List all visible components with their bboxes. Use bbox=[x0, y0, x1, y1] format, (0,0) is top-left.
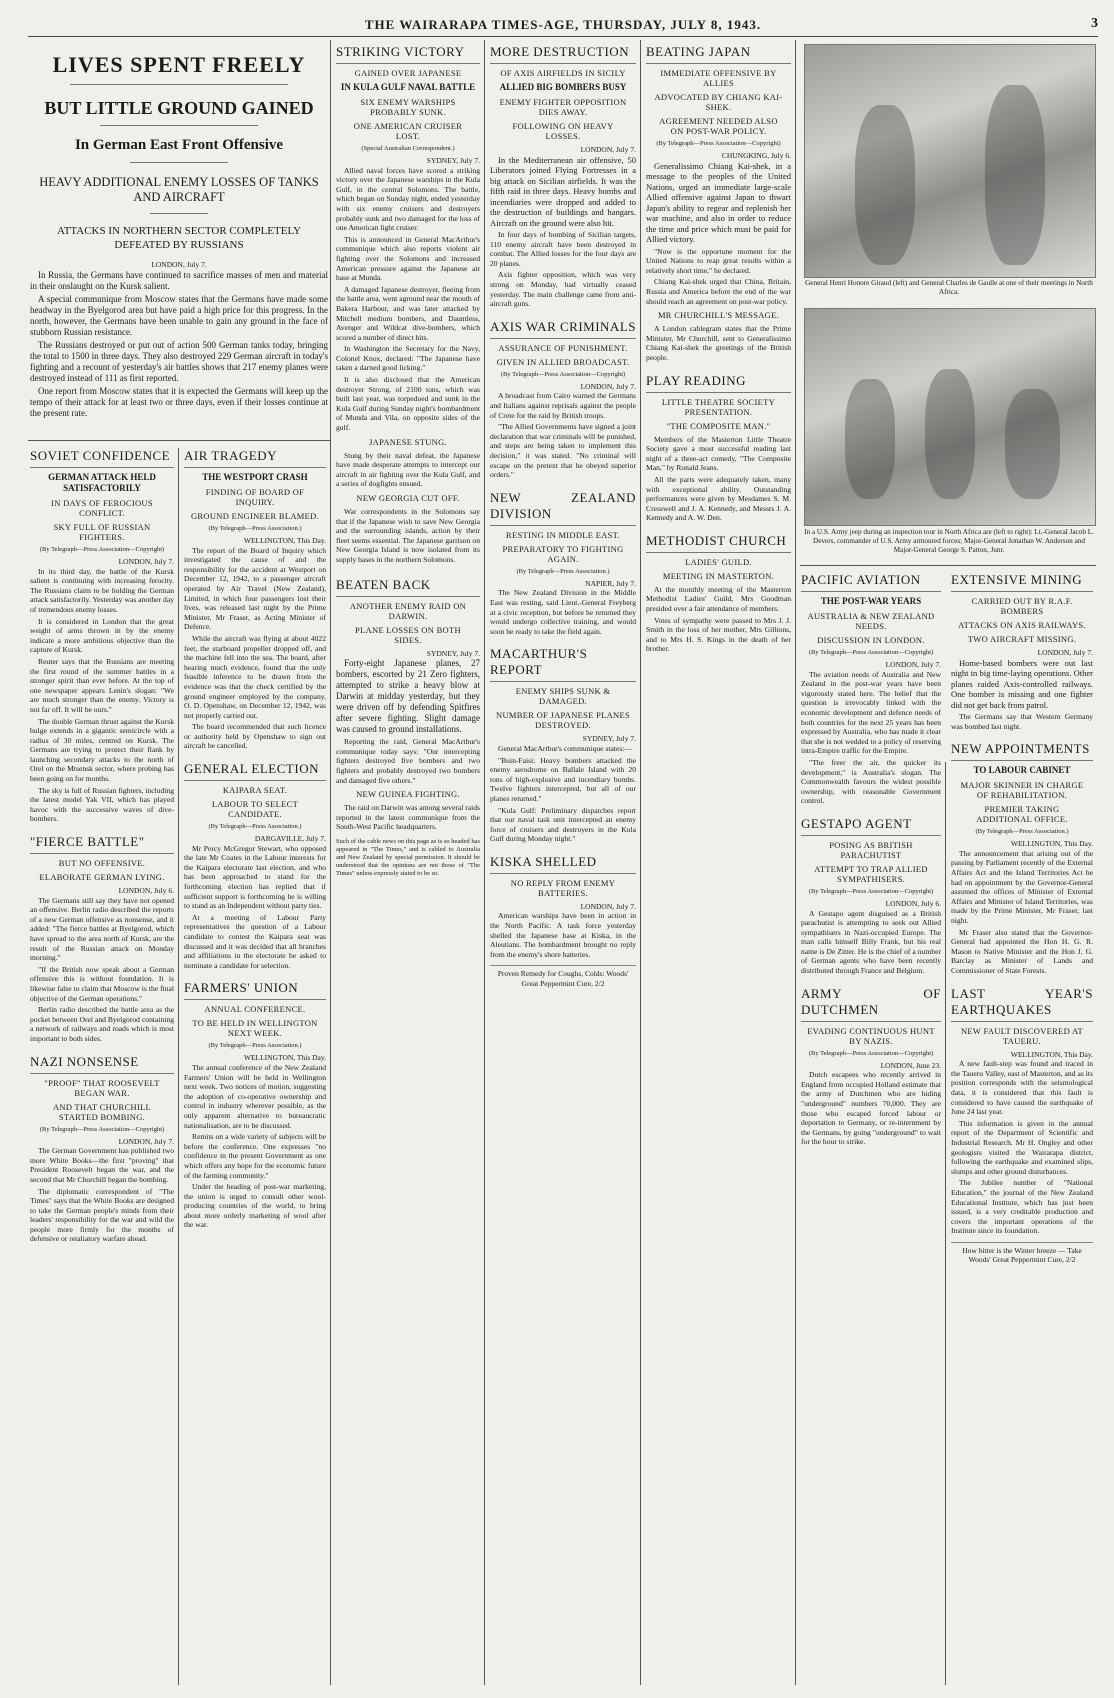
paragraph: "The Allied Governments have signed a joint declaration that war criminals will be punished, and steps are being taken to implement this decision," it was stated. "No criminal will escape on the pretext that he obeyed superior orders." bbox=[490, 422, 636, 480]
dateline: WELLINGTON, This Day. bbox=[243, 1053, 326, 1063]
article-subheading: NEW GUINEA FIGHTING. bbox=[356, 789, 460, 800]
article-subheading: JAPANESE STUNG. bbox=[369, 436, 447, 447]
article-subheading: RESTING IN MIDDLE EAST. bbox=[506, 529, 620, 540]
lead-deck: In German East Front Offensive bbox=[74, 137, 284, 153]
paragraph: At a meeting of Labour Party representatives the question of a Labour candidate to contest the Kaipara seat was discussed and it was decided that all branches and affiliations in the electorate be asked to nominate a candidate for selection. bbox=[184, 912, 326, 970]
credit: (By Telegraph—Press Association.) bbox=[208, 1042, 302, 1050]
article-heading: KISKA SHELLED bbox=[490, 854, 636, 874]
dateline: LONDON, July 6. bbox=[118, 886, 174, 896]
credit: (By Telegraph—Press Association—Copyright) bbox=[808, 1049, 934, 1057]
dateline: LONDON, July 7. bbox=[580, 901, 636, 911]
photo-jeep bbox=[804, 308, 1096, 526]
dateline: NAPIER, July 7. bbox=[585, 578, 636, 588]
column-rule bbox=[330, 40, 331, 1685]
article-subheading: CARRIED OUT BY R.A.F. BOMBERS bbox=[971, 596, 1073, 616]
article-heading: LAST YEAR'S EARTHQUAKES bbox=[951, 986, 1093, 1022]
photo-caption: In a U.S. Army jeep during an inspection tour in North Africa are (left to right): Lt.-General Jacob L. Devers, commander of U.S. Army armoured forces; Major-General Jonathan W. Anderson and Major-General George S. Patton, Junr. bbox=[804, 528, 1094, 554]
article-subheading: "THE COMPOSITE MAN." bbox=[666, 420, 771, 431]
paragraph: It is also disclosed that the American destroyer Strong, of 2100 tons, which was built last year, was torpedoed and sunk in the Kula Gulf during Sunday night's bombardment of Munda and Vila, on opposite sides of the gulf. bbox=[336, 375, 480, 433]
paragraph: General MacArthur's communique states:— bbox=[498, 743, 633, 753]
article-subheading: ALLIED BIG BOMBERS BUSY bbox=[499, 82, 627, 92]
dateline: SYDNEY, July 7. bbox=[426, 156, 480, 165]
article-subheading: NEW GEORGIA CUT OFF. bbox=[356, 493, 460, 503]
lead-deck-2: HEAVY ADDITIONAL ENEMY LOSSES OF TANKS AND AIRCRAFT bbox=[39, 175, 319, 204]
photo-caption: General Henri Honore Giraud (left) and General Charles de Gaulle at one of their meetings in North Africa. bbox=[805, 279, 1093, 296]
lead-article bbox=[30, 48, 328, 436]
column-6 bbox=[801, 572, 941, 1680]
paragraph: This information is given in the annual report of the Department of Scientific and Industrial Research. Mr H. Ongley and other geologists visited the Wairarapa district, following the earthquake and examined slips, slumps and other ground disturbances. bbox=[951, 1118, 1093, 1176]
credit: (By Telegraph—Press Association—Copyright) bbox=[39, 1125, 165, 1133]
article-heading: GENERAL ELECTION bbox=[184, 761, 326, 781]
article-subheading: IN KULA GULF NAVAL BATTLE bbox=[340, 82, 476, 92]
article-subheading: FOLLOWING ON HEAVY LOSSES. bbox=[512, 121, 614, 141]
article-heading: MORE DESTRUCTION bbox=[490, 44, 636, 64]
paragraph: Home-based bombers were out last night in big time-laying operations. Other planes raided Axis-controlled railways. One bomber is missing and one fighter did not get back from patrol. bbox=[951, 657, 1093, 710]
article-heading: BEATEN BACK bbox=[336, 577, 480, 597]
article-subheading: IMMEDIATE OFFENSIVE BY ALLIES bbox=[660, 68, 777, 88]
article-heading: EXTENSIVE MINING bbox=[951, 572, 1093, 592]
section-rule bbox=[800, 565, 1096, 566]
article-subheading: ATTACKS ON AXIS RAILWAYS. bbox=[958, 620, 1086, 630]
dateline: LONDON, July 7. bbox=[118, 557, 174, 566]
dateline: LONDON, July 7. bbox=[580, 145, 636, 154]
dateline: LONDON, July 7. bbox=[118, 1136, 174, 1146]
dateline: LONDON, July 6. bbox=[885, 898, 941, 908]
paragraph: "Now is the opportune moment for the United Nations to reap great results within a relatively short time," he declared. bbox=[646, 246, 791, 275]
article-subheading: NO REPLY FROM ENEMY BATTERIES. bbox=[510, 877, 616, 898]
article-heading: MACARTHUR'S REPORT bbox=[490, 646, 636, 682]
article-subheading: TO BE HELD IN WELLINGTON NEXT WEEK. bbox=[192, 1018, 318, 1039]
photo-generals bbox=[804, 44, 1096, 278]
paragraph: The German Government has published two more White Books—the first "proving" that President Roosevelt began the war, and the second that Mr Churchill began the bombing. bbox=[30, 1146, 174, 1184]
dateline: LONDON, July 7. bbox=[885, 660, 941, 669]
paragraph: The Germans still say they have not opened an offensive. Berlin radio described the reports of a new German offensive as nonsense, and it added: "The fierce battles at Byelgorod, which have spread to the area north of Kursk, are the result of the Russian attack on Monday morning." bbox=[30, 895, 174, 963]
article-subheading: THE POST-WAR YEARS bbox=[820, 596, 922, 606]
figure-silhouette bbox=[845, 379, 895, 499]
dateline: WELLINGTON, This Day. bbox=[1010, 1049, 1093, 1059]
paragraph: Berlin radio described the battle area as the pocket between Orel and Byelgorod containing a network of railways and roads which is most important to both sides. bbox=[30, 1005, 174, 1043]
credit: (By Telegraph—Press Association.) bbox=[975, 828, 1069, 836]
column-4 bbox=[490, 44, 636, 1680]
dateline: WELLINGTON, This Day. bbox=[1010, 839, 1093, 849]
paragraph: It is considered in London that the great weight of arms thrown in by the enemy indicate a more ambitious objective than the capture of Kursk. bbox=[30, 616, 174, 655]
article-subheading: OF AXIS AIRFIELDS IN SICILY bbox=[500, 68, 626, 78]
paragraph: Under the heading of post-war marketing, the union is urged to consult other wool-producing countries of the world, to bring about more orderly marketing of wool after the war. bbox=[184, 1182, 326, 1230]
paragraph: The annual conference of the New Zealand Farmers' Union will be held in Wellington next week. Two notices of motion, suggesting the adoption of co-operative ownership and control in industry wherever possible, as the only apparent alternative to bureaucratic nationalisation, are to be discussed. bbox=[184, 1062, 326, 1130]
paragraph: Dutch escapees who recently arrived in England from occupied Holland estimate that the army of Dutchmen who are hiding "underground" numbers 70,000. They are those who escaped forced labour or deportation to Germany, or re-internment by the Germans, by going "underground" to wait for the hour to strike. bbox=[801, 1070, 941, 1147]
article-heading: "FIERCE BATTLE" bbox=[30, 834, 174, 854]
paragraph: The raid on Darwin was among several raids reported in the latest communique from the South-West Pacific headquarters. bbox=[336, 803, 480, 832]
paragraph: Chiang Kai-shek urged that China, Britain, Russia and America before the end of the war should reach an agreement on post-war policy. bbox=[646, 277, 791, 306]
article-heading: NEW APPOINTMENTS bbox=[951, 741, 1093, 761]
advertisement: How bitter is the Winter breeze — Take Woods' Great Peppermint Cure, 2/2 bbox=[951, 1242, 1093, 1265]
paragraph: "Buin-Faisi: Heavy bombers attacked the enemy aerodrome on Ballale Island with 20 tons of high-explosive and incendiary bombs. Twelve fighters intercepted, but all of our planes returned." bbox=[490, 755, 636, 803]
dateline: WELLINGTON, This Day. bbox=[243, 536, 326, 545]
article-subheading: ATTEMPT TO TRAP ALLIED SYMPATHISERS. bbox=[814, 863, 928, 884]
article-heading: METHODIST CHURCH bbox=[646, 533, 791, 553]
paragraph: In Washington the Secretary for the Navy, Colonel Knox, declared: "The Japanese have taken a darned good licking." bbox=[336, 344, 480, 373]
article-subheading: LITTLE THEATRE SOCIETY PRESENTATION. bbox=[661, 396, 776, 417]
paragraph: "Kula Gulf: Preliminary dispatches report that our naval task unit intercepted an enemy force of cruisers and destroyers in the Kula Gulf during Monday night." bbox=[490, 805, 636, 844]
lead-headline: LIVES SPENT FREELY bbox=[52, 52, 306, 77]
article-subheading: PLANE LOSSES ON BOTH SIDES. bbox=[355, 624, 461, 645]
article-subheading: GIVEN IN ALLIED BROADCAST. bbox=[496, 356, 630, 367]
section-rule bbox=[28, 440, 330, 441]
paragraph: In the Mediterranean air offensive, 50 Liberators joined Flying Fortresses in a big attack on Sicilian airfields. It was the fifth raid in three days. Heavy bombs and incendiaries were dropped and added to the destruction of buildings and hangars. Aircraft on the ground were also hit. bbox=[490, 154, 636, 228]
article-subheading: ELABORATE GERMAN LYING. bbox=[39, 872, 165, 883]
article-heading: ARMY OF DUTCHMEN bbox=[801, 986, 941, 1022]
paragraph: In Russia, the Germans have continued to sacrifice masses of men and material in their onslaught on the Kursk salient. bbox=[30, 269, 328, 291]
paragraph: This is announced in General MacArthur's communique which also reports violent air fighting over the Solomons and increased American pressure against the Japanese air base at Munda. bbox=[336, 234, 480, 283]
article-subheading: IN DAYS OF FEROCIOUS CONFLICT. bbox=[51, 498, 153, 518]
credit: (By Telegraph—Press Association—Copyright) bbox=[808, 649, 934, 656]
article-subheading: EVADING CONTINUOUS HUNT BY NAZIS. bbox=[807, 1025, 935, 1046]
lead-subheadline: BUT LITTLE GROUND GAINED bbox=[44, 98, 314, 118]
paragraph: Stung by their naval defeat, the Japanese have made desperate attempts to intercept our aircraft in air fighting over the Kula Gulf, and a series of dogfights ensued. bbox=[336, 450, 480, 489]
article-subheading: AGREEMENT NEEDED ALSO ON POST-WAR POLICY. bbox=[659, 116, 778, 136]
paragraph: All the parts were adequately taken, many with exceptional ability. Outstanding performances were given by Mesdames S. M. Cresswell and J. A. Kennedy, and Messrs J. A. Kennedy and A. W. Den. bbox=[646, 474, 791, 523]
paragraph: Forty-eight Japanese planes, 27 bombers, escorted by 21 Zero fighters, attempted to strike a heavy blow at Darwin at midday yesterday, but they were driven off by defending Spitfires after severe fighting. Slight damage was caused to ground installations. bbox=[336, 658, 480, 735]
dateline: LONDON, June 23. bbox=[880, 1060, 941, 1070]
article-subheading: TWO AIRCRAFT MISSING. bbox=[967, 634, 1077, 644]
article-subheading: LADIES' GUILD. bbox=[685, 556, 752, 567]
paragraph: A special communique from Moscow states that the Germans have made some headway in the Byelgorod area but have paid a high price for this progress. In the north, however, the Germans have been unable to gain any ground in the face of stubborn Russian resistance. bbox=[30, 293, 328, 337]
article-heading: BEATING JAPAN bbox=[646, 44, 791, 64]
credit: (By Telegraph—Press Association—Copyright) bbox=[656, 140, 781, 147]
paragraph: Axis fighter opposition, which was very strong on Monday, had virtually ceased yesterday. The main challenge came from anti-aircraft guns. bbox=[490, 270, 636, 309]
article-subheading: GROUND ENGINEER BLAMED. bbox=[190, 511, 320, 521]
paragraph: Generalissimo Chiang Kai-shek, in a message to the peoples of the United Nations, urged an immediate large-scale Allied offensive against Japan to thwart Japan's ability to regear and replenish her war machine, and also in order to reduce the time and price which must be paid for Allied victory. bbox=[646, 160, 791, 245]
column-2 bbox=[184, 448, 326, 1680]
article-subheading: POSING AS BRITISH PARACHUTIST bbox=[829, 839, 913, 860]
article-subheading: SIX ENEMY WARSHIPS PROBABLY SUNK. bbox=[360, 97, 456, 117]
column-3 bbox=[336, 44, 480, 1680]
dateline: SYDNEY, July 7. bbox=[582, 734, 636, 744]
article-subheading: AUSTRALIA & NEW ZEALAND NEEDS. bbox=[807, 611, 935, 631]
paragraph: Mr Percy McGregor Stewart, who opposed the late Mr Coates in the Labour interests for the Kaipara electorate last election, and who has been approached to stand for the forthcoming election has replied that if sufficient support is forthcoming he is willing to stand as an Independent without party ties. bbox=[184, 843, 326, 911]
article-subheading: ANNUAL CONFERENCE. bbox=[204, 1004, 306, 1015]
paragraph: A Gestapo agent disguised as a British parachutist is attempting to seek out Allied sympathisers in Nazi-occupied Europe. The man calls himself Billy Frank, but his real name is De Zitter. He is the chief of a number of German agents who have been recently distributed through France and Belgium. bbox=[801, 908, 941, 976]
article-subheading: AND THAT CHURCHILL STARTED BOMBING. bbox=[52, 1101, 152, 1122]
article-subheading: ENEMY FIGHTER OPPOSITION DIES AWAY. bbox=[499, 97, 627, 117]
figure-silhouette bbox=[855, 105, 915, 265]
article-subheading: NUMBER OF JAPANESE PLANES DESTROYED. bbox=[496, 710, 631, 731]
dateline: LONDON, July 7. bbox=[580, 381, 636, 391]
paragraph: A damaged Japanese destroyer, fleeing from the battle area, went aground near the mouth of Bakera Harbour, and was later attacked by Mitchell medium bombers, and Dauntless, Avenger and Wildcat dive-bombers, which scored a number of direct hits. bbox=[336, 284, 480, 342]
paragraph: Members of the Masterton Little Theatre Society gave a most successful reading last night of a three-act comedy, "The Composite Man," by Ronald Jeans. bbox=[646, 434, 791, 473]
column-rule bbox=[945, 762, 946, 1685]
paragraph: In its third day, the battle of the Kursk salient is continuing with increasing ferocity. The Russians claim to be holding the German attack satisfactorily. Yesterday was another day of tremendous enemy losses. bbox=[30, 566, 174, 614]
column-1 bbox=[30, 448, 174, 1680]
dateline: SYDNEY, July 7. bbox=[426, 648, 480, 658]
article-subheading: GERMAN ATTACK HELD SATISFACTORILY bbox=[48, 472, 156, 493]
paragraph: The board recommended that such licence or authority held by Openshaw to sign out aircraft be cancelled. bbox=[184, 722, 326, 751]
column-7 bbox=[951, 572, 1093, 1680]
paragraph: The diplomatic correspondent of "The Times" says that the White Books are designed to take the German people's minds from their leaders' responsibility for the war and wild the people more firmly for the months of defensive or retaliatory warfare ahead. bbox=[30, 1186, 174, 1244]
paragraph: Reuter says that the Russians are meeting the first round of the summer battles in a stronger spirit than ever before. At the top of one newspaper appears Lenin's slogan: "We are much stronger than the enemy. Victory is not far off. It will be ours." bbox=[30, 656, 174, 714]
article-subheading: MEETING IN MASTERTON. bbox=[662, 570, 775, 581]
article-subheading: LABOUR TO SELECT CANDIDATE. bbox=[211, 799, 299, 820]
column-rule bbox=[640, 40, 641, 1685]
article-subheading: TO LABOUR CABINET bbox=[973, 765, 1071, 776]
paragraph: "The freer the air, the quicker its development," is Australia's slogan. The Commonwealth favours the widest possible ownership, with reasonable Government control. bbox=[801, 757, 941, 806]
credit: (By Telegraph—Press Association—Copyright) bbox=[808, 887, 934, 895]
article-subheading: DISCUSSION IN LONDON. bbox=[817, 635, 925, 645]
paragraph: "If the British now speak about a German offensive this is without foundation. It is likewise false to claim that Moscow is the final objective of the German operations." bbox=[30, 964, 174, 1003]
figure-silhouette bbox=[1005, 389, 1060, 499]
paragraph: The announcement that arising out of the passing by Parliament recently of the External Affairs Act and the Island Territories Act he had on appointment by the Governor-General assumed the offices of Minister of External Affairs and Minister of Island Territories, was made by the Prime Minister, Mr Fraser, last night. bbox=[951, 848, 1093, 926]
paragraph: In four days of bombing of Sicilian targets, 110 enemy aircraft have been destroyed in combat. The Allied losses for the four days are 20 planes. bbox=[490, 230, 636, 268]
cable-note: Such of the cable news on this page as is so headed has appeared in "The Times," and is cabled to Australia and New Zealand by special permission. It should be understood that the opinions are not those of "The Times" unless expressly stated to be so. bbox=[336, 837, 480, 877]
paragraph: A London cablegram states that the Prime Minister, Mr Churchill, sent to Generalissimo Chiang Kai-shek the greetings of the British people. bbox=[646, 324, 791, 362]
paragraph: At the monthly meeting of the Masterton Methodist Ladies' Guild, Mrs Goodman presided over a fair attendance of members. bbox=[646, 584, 791, 614]
paragraph: American warships have been in action in the North Pacific. A task force yesterday shelled the Japanese base at Kiska, in the Aleutians. The bombardment brought no reply from the enemy's shore batteries. bbox=[490, 911, 636, 959]
article-subheading: PREPARATORY TO FIGHTING AGAIN. bbox=[502, 543, 624, 564]
article-subheading: MAJOR SKINNER IN CHARGE OF REHABILITATION. bbox=[960, 780, 1084, 801]
masthead-title: THE WAIRARAPA TIMES-AGE, THURSDAY, JULY 8, 1943. bbox=[364, 17, 762, 32]
paragraph: The aviation needs of Australia and New Zealand in the post-war years have been vigorously stated here. The belief that the question is irrevocably linked with the economic development and defence needs of both countries for the next 25 years has been expressed by Australia, who has made it clear that she is not wedded to a policy of reserving intra-Empire traffic for the Empire. bbox=[801, 669, 941, 756]
masthead bbox=[28, 14, 1098, 37]
credit: (By Telegraph—Press Association—Copyright) bbox=[500, 370, 626, 378]
article-subheading: KAIPARA SEAT. bbox=[222, 785, 288, 796]
article-subheading: ONE AMERICAN CRUISER LOST. bbox=[353, 121, 463, 141]
paragraph: The Germans say that Western Germany was bombed last night. bbox=[951, 712, 1093, 731]
article-subheading: BUT NO OFFENSIVE. bbox=[58, 858, 146, 869]
article-subheading: MR CHURCHILL'S MESSAGE. bbox=[657, 310, 780, 321]
paragraph: The New Zealand Division in the Middle East was resting, said Lieut.-General Freyberg at a civic reception, but before he returned they would undergo collective training, and would soon be ready to take the field again. bbox=[490, 588, 636, 636]
credit: (By Telegraph—Press Association.) bbox=[208, 823, 302, 831]
page-number: 3 bbox=[1091, 16, 1098, 31]
article-subheading: FINDING OF BOARD OF INQUIRY. bbox=[205, 487, 305, 507]
paragraph: One report from Moscow states that it is expected the Germans will keep up the tempo of their attack for at least two or three days, even if their losses continue at the present rate. bbox=[30, 385, 328, 418]
credit: (By Telegraph—Press Association.) bbox=[516, 567, 610, 575]
paragraph: A new fault-step was found and traced in the Taueru Valley, east of Masterton, and as its position corresponds with the seismological data, it is considered that this fault is considered to have caused the earthquake of June 24 last year. bbox=[951, 1059, 1093, 1117]
paragraph: A broadcast from Cairo warned the Germans and Italians against reprisals against the people of Crete for the raid by British troops. bbox=[490, 391, 636, 420]
article-heading: SOVIET CONFIDENCE bbox=[30, 448, 174, 468]
article-subheading: NEW FAULT DISCOVERED AT TAUERU. bbox=[960, 1025, 1084, 1046]
lead-deck-3: ATTACKS IN NORTHERN SECTOR COMPLETELY DEFEATED BY RUSSIANS bbox=[56, 225, 302, 251]
column-rule bbox=[178, 448, 179, 1685]
paragraph: The sky is full of Russian fighters, including the latest model Yak VII, which has played havoc with the successive waves of dive-bombers. bbox=[30, 785, 174, 824]
article-subheading: ADVOCATED BY CHIANG KAI-SHEK. bbox=[654, 92, 783, 112]
paragraph: While the aircraft was flying at about 4022 feet, the starboard propeller dropped off, and the machine fell into the sea. The board, after hearing much evidence, found that the only feasible inference to be drawn from the evidence was that the check certified by the ground engineer employed by the company, O. D. Openshaw, on December 12, 1942, was not properly carried out. bbox=[184, 633, 326, 720]
figure-silhouette bbox=[925, 369, 975, 499]
dateline: DARGAVILLE, July 7. bbox=[254, 834, 326, 844]
article-heading: NEW ZEALAND DIVISION bbox=[490, 490, 636, 526]
paragraph: The double German thrust against the Kursk bulge extends in a gigantic semicircle with a radius of 30 miles, centred on Kursk. The Germans are trying to protect their flank by launching secondary attacks to the north of Orel on the Mtsensk sector, where probing has been going on for months. bbox=[30, 716, 174, 784]
paragraph: Reporting the raid, General MacArthur's communique today says: "Our intercepting fighters destroyed five bombers and two fighters and probably destroyed two bombers and damaged five others." bbox=[336, 737, 480, 785]
paragraph: The Jubilee number of "National Education," the journal of the New Zealand Educational Institute, which has just been issued, is a very creditable production and covers the important operations of the Institute since its foundation. bbox=[951, 1178, 1093, 1236]
article-heading: PACIFIC AVIATION bbox=[801, 572, 941, 592]
article-subheading: ANOTHER ENEMY RAID ON DARWIN. bbox=[349, 600, 467, 621]
paragraph: The report of the Board of Inquiry which investigated the cause of and the responsibility for the accident at Westport on December 12, 1942, to a passenger aircraft operated by Air Travel (New Zealand), Limited, in which four passengers lost their lives, was released last night by the Prime Minister, Mr Fraser, as Acting Minister of Defence. bbox=[184, 545, 326, 632]
advertisement: Proven Remedy for Coughs, Colds: Woods' Great Peppermint Cure, 2/2 bbox=[490, 965, 636, 988]
figure-silhouette bbox=[985, 85, 1045, 265]
paragraph: Mr Fraser also stated that the Governor-General had appointed the Hon H. G. R. Mason to Native Minister and the Hon J. G. Barclay as Minister of Lands and Commissioner of State Forests. bbox=[951, 927, 1093, 975]
credit: (Special Australian Correspondent.) bbox=[361, 145, 455, 152]
article-subheading: SKY FULL OF RUSSIAN FIGHTERS. bbox=[53, 522, 151, 542]
paragraph: Allied naval forces have scored a striking victory over the Japanese warships in the Kula Gulf, in the central Solomons. The battle, which began on Sunday night, ended yesterday with six enemy cruisers and destroyers probably sunk and two damaged for the loss of one American light cruiser. bbox=[336, 165, 480, 233]
dateline: CHUNGKING, July 6. bbox=[721, 151, 791, 160]
column-5 bbox=[646, 44, 791, 1680]
article-heading: AIR TRAGEDY bbox=[184, 448, 326, 468]
article-heading: PLAY READING bbox=[646, 373, 791, 393]
column-rule bbox=[484, 40, 485, 1685]
paragraph: Votes of sympathy were passed to Mrs J. J. Smith in the loss of her mother, Mrs Gillions, and to Mrs H. S. Kings in the death of her brother. bbox=[646, 615, 791, 654]
article-subheading: ENEMY SHIPS SUNK & DAMAGED. bbox=[515, 686, 611, 707]
paragraph: War correspondents in the Solomons say that if the Japanese wish to save New Georgia and the surrounding islands, action by their fleet seems essential. The Japanese garrison on New Georgia Island is now isolated from its supply bases in the northern Solomons. bbox=[336, 507, 480, 564]
paragraph: Remits on a wide variety of subjects will be before the conference. One expresses "no confidence in the present Government as one which offers any hope for the economic future of the farming community." bbox=[184, 1132, 326, 1180]
article-subheading: GAINED OVER JAPANESE bbox=[354, 68, 462, 78]
column-rule bbox=[795, 40, 796, 1685]
article-subheading: THE WESTPORT CRASH bbox=[202, 472, 308, 482]
article-subheading: PREMIER TAKING ADDITIONAL OFFICE. bbox=[976, 804, 1068, 825]
article-heading: STRIKING VICTORY bbox=[336, 44, 480, 64]
dateline: LONDON, July 7. bbox=[151, 260, 207, 269]
article-heading: NAZI NONSENSE bbox=[30, 1054, 174, 1074]
article-heading: AXIS WAR CRIMINALS bbox=[490, 319, 636, 339]
credit: (By Telegraph—Press Association—Copyright) bbox=[39, 546, 165, 553]
credit: (By Telegraph—Press Association.) bbox=[208, 525, 302, 532]
dateline: LONDON, July 7. bbox=[1037, 648, 1093, 657]
article-subheading: ASSURANCE OF PUNISHMENT. bbox=[498, 342, 628, 353]
article-heading: GESTAPO AGENT bbox=[801, 816, 941, 836]
article-heading: FARMERS' UNION bbox=[184, 980, 326, 1000]
article-subheading: "PROOF" THAT ROOSEVELT BEGAN WAR. bbox=[44, 1077, 160, 1098]
paragraph: The Russians destroyed or put out of action 500 German tanks today, bringing the total to 1500 in three days. They also destroyed 229 German aircraft in today's fighting and a recount of yesterday's air battles shows that 217 enemy planes were destroyed instead of 111 as first reported. bbox=[30, 339, 328, 383]
